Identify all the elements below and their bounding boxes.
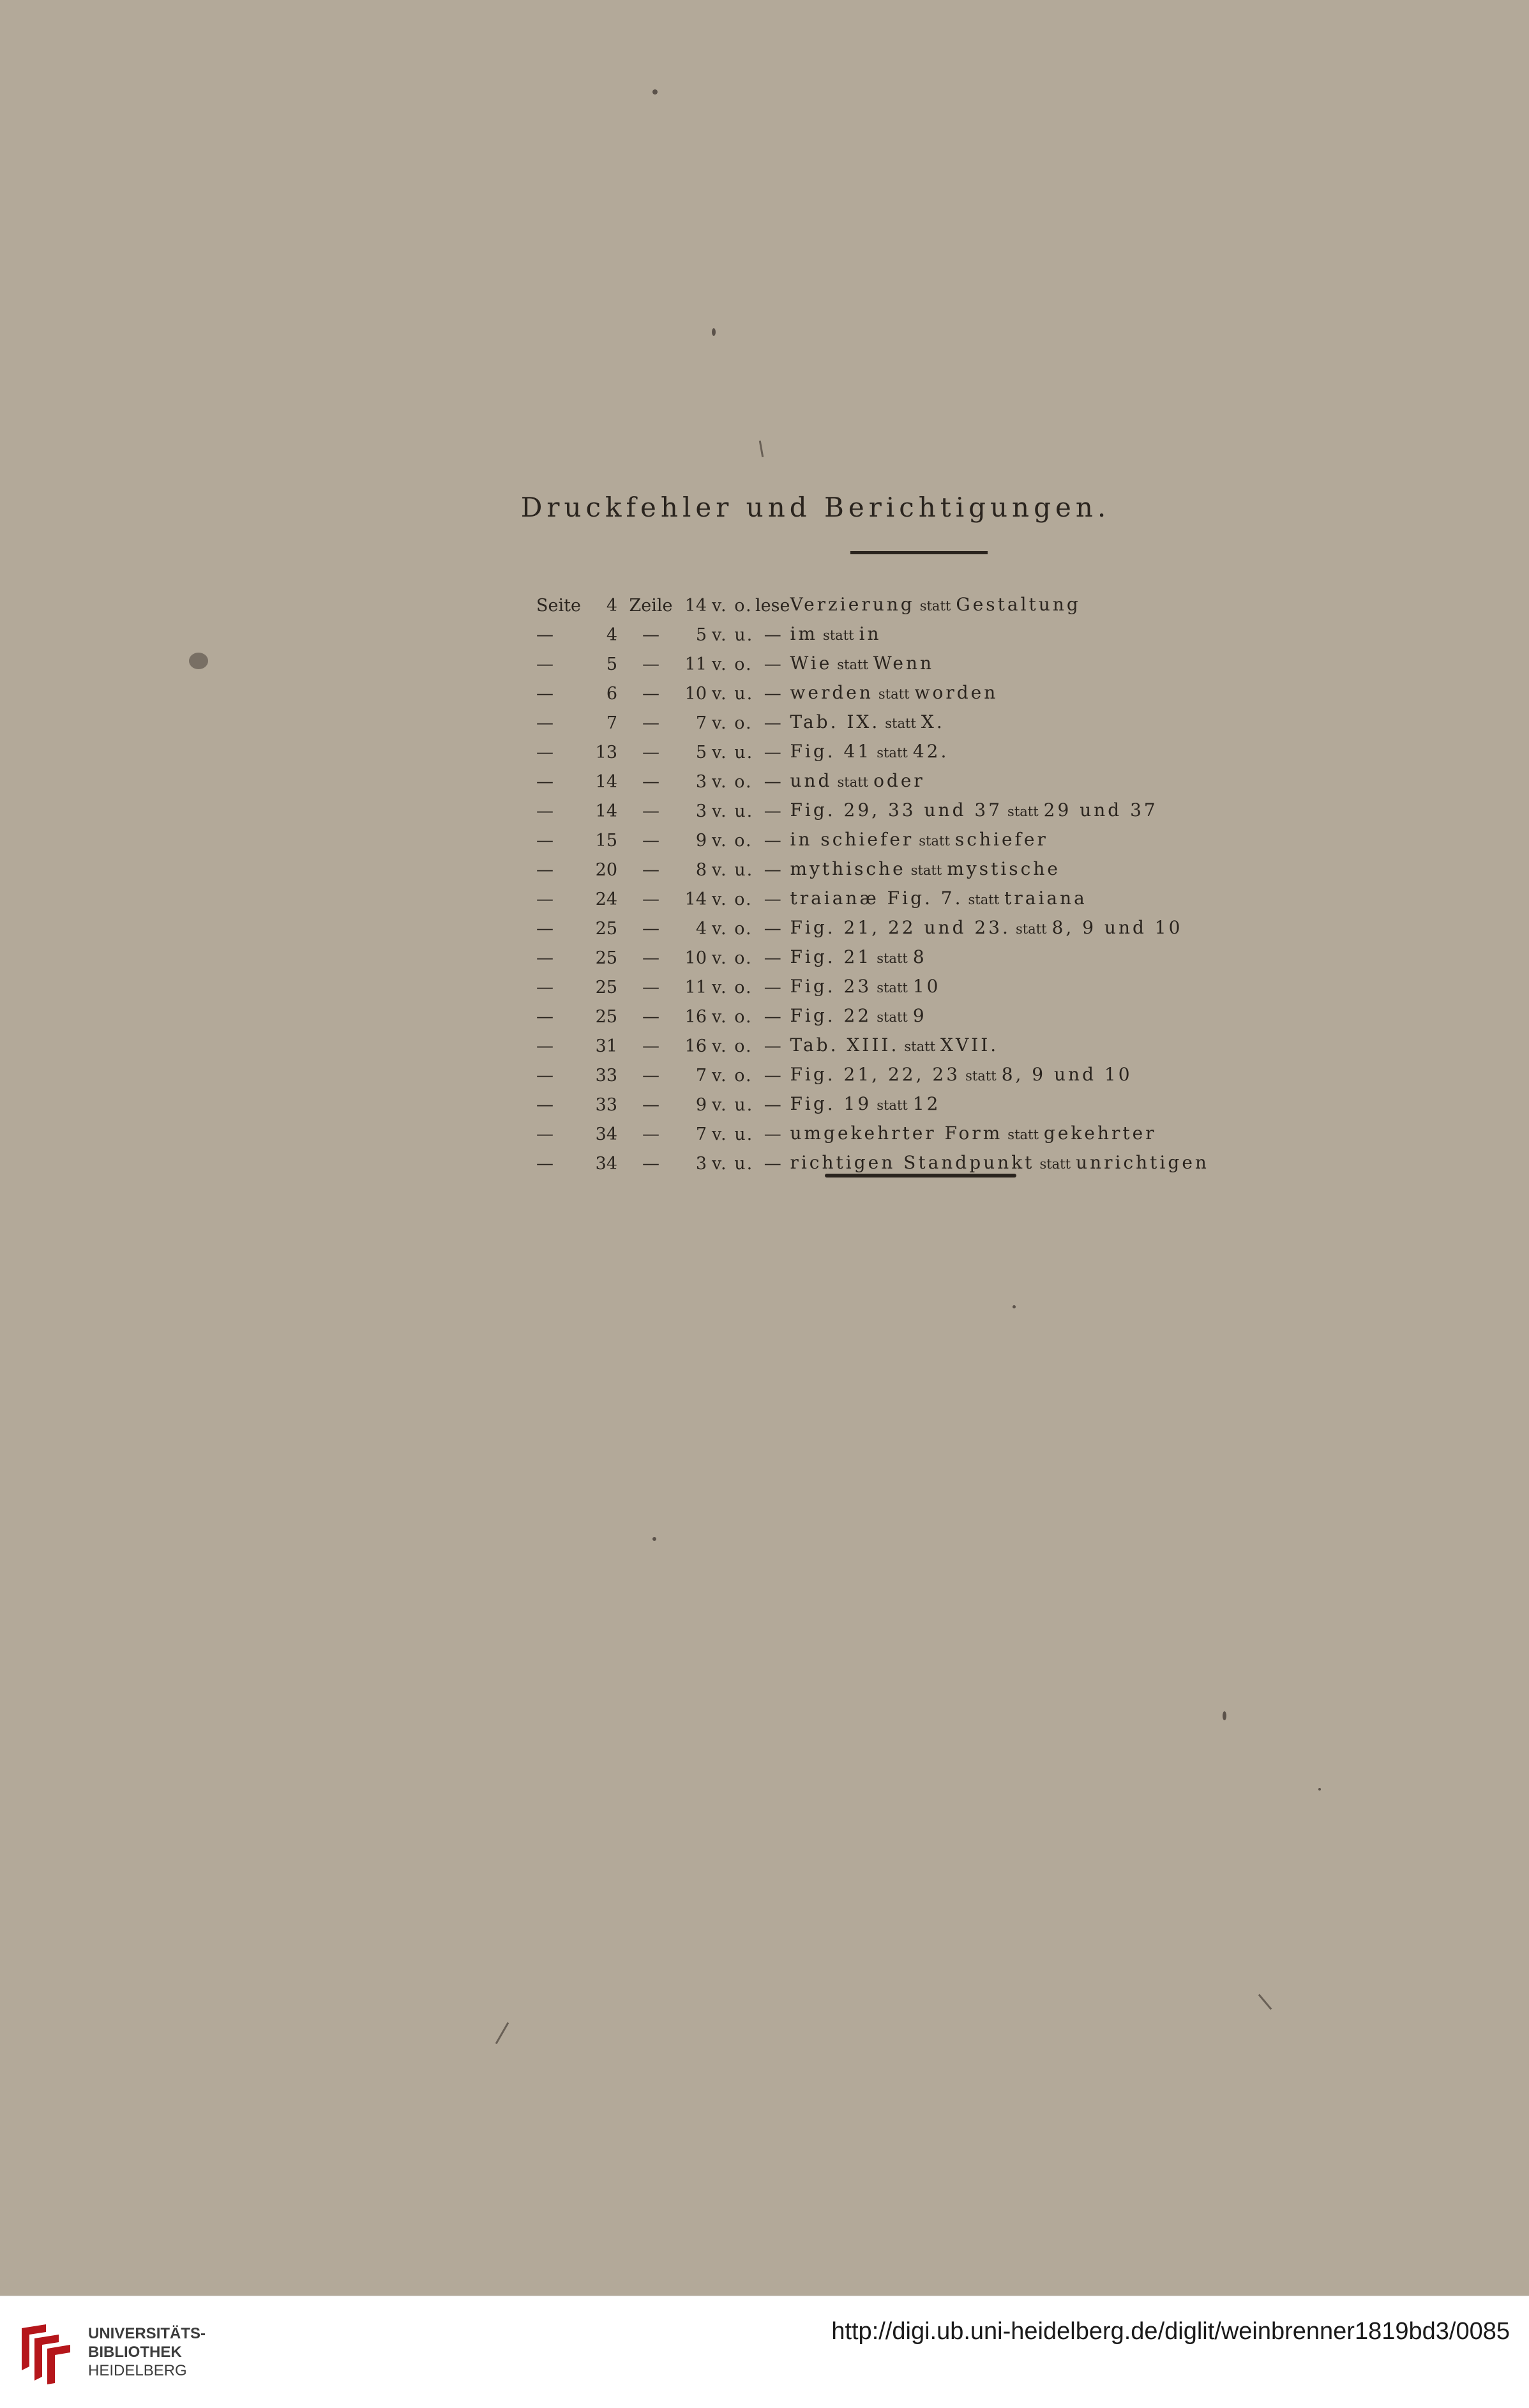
paper-mark xyxy=(759,441,764,457)
errata-row xyxy=(536,914,1302,943)
line-number: 3 xyxy=(695,771,707,792)
correction-cell xyxy=(790,708,1302,738)
zeile-dash: — xyxy=(642,948,659,968)
correction-cell xyxy=(790,973,1302,1002)
line-number: 9 xyxy=(695,1094,707,1115)
line-number: 11 xyxy=(684,654,707,674)
lese-dash: — xyxy=(764,830,781,851)
zeile-dash: — xyxy=(642,771,659,792)
paper-speck xyxy=(652,89,658,95)
correct-reading: und xyxy=(790,770,832,791)
lese-dash: — xyxy=(764,948,781,968)
zeile-dash: — xyxy=(642,742,659,762)
correction-cell xyxy=(790,855,1302,884)
zeile-dash: — xyxy=(642,918,659,939)
line-number: 10 xyxy=(684,683,707,704)
seite-dash: — xyxy=(536,1006,554,1027)
lese-label: lese xyxy=(755,595,790,616)
page-number: 34 xyxy=(595,1124,617,1144)
correct-reading: Wie xyxy=(790,653,832,674)
statt-word: statt xyxy=(1039,1156,1071,1172)
correction-cell xyxy=(790,620,1302,649)
wrong-reading: XVII. xyxy=(940,1034,999,1056)
statt-word: statt xyxy=(877,980,908,996)
zeile-dash: — xyxy=(642,625,659,645)
line-direction: v. o. xyxy=(712,918,753,939)
errata-row xyxy=(536,1031,1302,1061)
library-logo-text xyxy=(88,2324,206,2380)
page-number: 25 xyxy=(595,918,617,939)
errata-row xyxy=(536,1090,1302,1119)
line-number: 9 xyxy=(695,830,707,851)
page-number: 7 xyxy=(606,713,617,733)
correct-reading: Verzierung xyxy=(790,594,915,615)
seite-dash: — xyxy=(536,889,554,909)
correction-cell xyxy=(790,1119,1302,1149)
correct-reading: Fig. 41 xyxy=(790,741,872,762)
line-number: 16 xyxy=(684,1036,707,1056)
page-number: 24 xyxy=(595,889,617,909)
logo-line-1: UNIVERSITÄTS- xyxy=(88,2325,206,2342)
correction-cell xyxy=(790,1090,1302,1119)
line-number: 3 xyxy=(695,1153,707,1174)
correction-cell xyxy=(790,767,1302,796)
correct-reading: Fig. 21, 22 und 23. xyxy=(790,917,1011,938)
page-number: 33 xyxy=(595,1094,617,1115)
line-direction: v. u. xyxy=(712,1094,754,1115)
lese-dash: — xyxy=(764,889,781,909)
correction-cell xyxy=(790,826,1302,855)
errata-row xyxy=(536,708,1302,738)
paper-mark xyxy=(495,2022,509,2044)
page-number: 25 xyxy=(595,977,617,997)
line-number: 7 xyxy=(695,713,707,733)
lese-dash: — xyxy=(764,1036,781,1056)
seite-dash: — xyxy=(536,625,554,645)
page-number: 15 xyxy=(595,830,617,851)
zeile-dash: — xyxy=(642,713,659,733)
wrong-reading: mystische xyxy=(947,858,1060,879)
correct-reading: Fig. 21, 22, 23 xyxy=(790,1064,961,1085)
page-number: 6 xyxy=(606,683,617,704)
seite-dash: — xyxy=(536,801,554,821)
seite-label: Seite xyxy=(536,595,581,616)
lese-dash: — xyxy=(764,625,781,645)
errata-row xyxy=(536,884,1302,914)
zeile-dash: — xyxy=(642,683,659,704)
seite-dash: — xyxy=(536,713,554,733)
seite-dash: — xyxy=(536,1036,554,1056)
seite-dash: — xyxy=(536,948,554,968)
line-direction: v. u. xyxy=(712,859,754,880)
errata-row xyxy=(536,679,1302,708)
wrong-reading: 29 und 37 xyxy=(1043,799,1158,821)
seite-dash: — xyxy=(536,1065,554,1086)
page-number: 25 xyxy=(595,1006,617,1027)
errata-row xyxy=(536,620,1302,649)
errata-row xyxy=(536,1119,1302,1149)
wrong-reading: Wenn xyxy=(873,653,935,674)
correction-cell xyxy=(790,796,1302,826)
lese-dash: — xyxy=(764,1124,781,1144)
line-direction: v. o. xyxy=(712,889,753,909)
wrong-reading: Gestaltung xyxy=(956,594,1081,615)
line-number: 10 xyxy=(684,948,707,968)
correction-cell xyxy=(790,1061,1302,1090)
logo-shape-icon xyxy=(22,2324,46,2370)
wrong-reading: 42. xyxy=(912,741,949,762)
errata-row xyxy=(536,855,1302,884)
lese-dash: — xyxy=(764,1153,781,1174)
lese-dash: — xyxy=(764,713,781,733)
line-number: 4 xyxy=(695,918,707,939)
logo-shape-icon xyxy=(34,2335,59,2381)
statt-word: statt xyxy=(877,1010,908,1025)
wrong-reading: gekehrter xyxy=(1043,1123,1157,1144)
statt-word: statt xyxy=(1015,921,1047,937)
seite-dash: — xyxy=(536,683,554,704)
correction-cell xyxy=(790,679,1302,708)
wrong-reading: 8 xyxy=(912,946,927,967)
correct-reading: Fig. 21 xyxy=(790,946,872,967)
correction-cell xyxy=(790,1031,1302,1061)
errata-row xyxy=(536,767,1302,796)
zeile-dash: — xyxy=(642,1153,659,1174)
correction-cell xyxy=(790,884,1302,914)
line-direction: v. o. xyxy=(712,654,753,674)
wrong-reading: oder xyxy=(873,770,925,791)
statt-word: statt xyxy=(822,628,854,643)
correction-cell xyxy=(790,649,1302,679)
seite-dash: — xyxy=(536,1124,554,1144)
zeile-dash: — xyxy=(642,1065,659,1086)
zeile-dash: — xyxy=(642,889,659,909)
title-rule xyxy=(850,551,988,554)
seite-dash: — xyxy=(536,918,554,939)
correct-reading: Tab. XIII. xyxy=(790,1034,900,1056)
seite-dash: — xyxy=(536,742,554,762)
logo-line-3: HEIDELBERG xyxy=(88,2362,187,2379)
correct-reading: Tab. IX. xyxy=(790,711,880,732)
correct-reading: mythische xyxy=(790,858,906,879)
paper-speck xyxy=(1223,1711,1226,1720)
line-direction: v. o. xyxy=(712,948,753,968)
correct-reading: Fig. 29, 33 und 37 xyxy=(790,799,1003,821)
wrong-reading: traiana xyxy=(1004,888,1087,909)
lese-dash: — xyxy=(764,859,781,880)
page-number: 5 xyxy=(606,654,617,674)
page-number: 14 xyxy=(595,801,617,821)
seite-dash: — xyxy=(536,1094,554,1115)
correction-cell xyxy=(790,1002,1302,1031)
errata-row xyxy=(536,1061,1302,1090)
line-direction: v. u. xyxy=(712,742,754,762)
line-direction: v. o. xyxy=(712,1065,753,1086)
wrong-reading: 10 xyxy=(912,976,941,997)
line-direction: v. o. xyxy=(712,830,753,851)
lese-dash: — xyxy=(764,977,781,997)
errata-row xyxy=(536,943,1302,973)
correct-reading: Fig. 22 xyxy=(790,1005,872,1026)
zeile-dash: — xyxy=(642,830,659,851)
wrong-reading: 8, 9 und 10 xyxy=(1051,917,1183,938)
line-direction: v. u. xyxy=(712,1124,754,1144)
wrong-reading: 9 xyxy=(912,1005,927,1026)
page-title: Druckfehler und Berichtigungen. xyxy=(520,492,1111,523)
zeile-dash: — xyxy=(642,801,659,821)
statt-word: statt xyxy=(904,1039,936,1054)
errata-row xyxy=(536,649,1302,679)
lese-dash: — xyxy=(764,771,781,792)
zeile-dash: — xyxy=(642,859,659,880)
correction-cell xyxy=(790,914,1302,943)
correct-reading: umgekehrter Form xyxy=(790,1123,1003,1144)
wrong-reading: 12 xyxy=(912,1093,941,1114)
wrong-reading: schiefer xyxy=(954,829,1048,850)
wrong-reading: 8, 9 und 10 xyxy=(1001,1064,1133,1085)
statt-word: statt xyxy=(968,892,1000,907)
correction-cell xyxy=(790,943,1302,973)
zeile-label: Zeile xyxy=(629,595,673,616)
statt-word: statt xyxy=(878,686,910,702)
source-url[interactable]: http://digi.ub.uni-heidelberg.de/diglit/weinbrenner1819bd3/0085 xyxy=(831,2318,1510,2345)
line-number: 8 xyxy=(695,859,707,880)
page-number: 4 xyxy=(606,625,617,645)
line-direction: v. u. xyxy=(712,1153,754,1174)
zeile-dash: — xyxy=(642,977,659,997)
wrong-reading: worden xyxy=(914,682,998,703)
statt-word: statt xyxy=(1007,804,1039,819)
correct-reading: werden xyxy=(790,682,873,703)
correction-cell xyxy=(790,738,1302,767)
errata-row xyxy=(536,796,1302,826)
statt-word: statt xyxy=(837,657,868,672)
statt-word: statt xyxy=(919,598,951,614)
errata-row xyxy=(536,591,1302,620)
statt-word: statt xyxy=(965,1068,997,1084)
statt-word: statt xyxy=(1007,1127,1039,1142)
line-direction: v. o. xyxy=(712,595,753,616)
correct-reading: traianæ Fig. 7. xyxy=(790,888,963,909)
lese-dash: — xyxy=(764,654,781,674)
paper-mark xyxy=(1258,1994,1272,2010)
line-number: 16 xyxy=(684,1006,707,1027)
seite-dash: — xyxy=(536,830,554,851)
page-number: 31 xyxy=(595,1036,617,1056)
correct-reading: richtigen Standpunkt xyxy=(790,1152,1035,1173)
zeile-dash: — xyxy=(642,1036,659,1056)
page-number: 33 xyxy=(595,1065,617,1086)
seite-dash: — xyxy=(536,771,554,792)
logo-shape-icon xyxy=(47,2345,70,2384)
correct-reading: Fig. 19 xyxy=(790,1093,872,1114)
paper-speck xyxy=(189,653,208,669)
errata-row xyxy=(536,738,1302,767)
statt-word: statt xyxy=(877,745,908,761)
correct-reading: in schiefer xyxy=(790,829,914,850)
lese-dash: — xyxy=(764,1094,781,1115)
wrong-reading: X. xyxy=(921,711,945,732)
footer-bar xyxy=(0,2296,1529,2408)
seite-dash: — xyxy=(536,859,554,880)
correct-reading: Fig. 23 xyxy=(790,976,872,997)
seite-dash: — xyxy=(536,654,554,674)
lese-dash: — xyxy=(764,683,781,704)
errata-row xyxy=(536,1002,1302,1031)
statt-word: statt xyxy=(837,775,869,790)
line-direction: v. u. xyxy=(712,683,754,704)
paper-speck xyxy=(1013,1305,1016,1308)
line-number: 3 xyxy=(695,801,707,821)
page-number: 14 xyxy=(595,771,617,792)
lese-dash: — xyxy=(764,742,781,762)
statt-word: statt xyxy=(877,1098,908,1113)
paper-speck xyxy=(712,328,716,336)
line-direction: v. u. xyxy=(712,801,754,821)
errata-row xyxy=(536,826,1302,855)
correction-cell xyxy=(790,591,1302,620)
zeile-dash: — xyxy=(642,1124,659,1144)
line-number: 7 xyxy=(695,1124,707,1144)
page-number: 20 xyxy=(595,859,617,880)
zeile-dash: — xyxy=(642,1006,659,1027)
line-number: 5 xyxy=(695,625,707,645)
seite-dash: — xyxy=(536,977,554,997)
wrong-reading: in xyxy=(859,623,882,644)
statt-word: statt xyxy=(885,716,916,731)
logo-line-2: BIBLIOTHEK xyxy=(88,2344,182,2361)
lese-dash: — xyxy=(764,801,781,821)
library-logo-icon xyxy=(17,2322,74,2386)
statt-word: statt xyxy=(877,951,908,966)
page-number: 4 xyxy=(606,595,617,616)
line-direction: v. u. xyxy=(712,625,754,645)
page-number: 34 xyxy=(595,1153,617,1174)
lese-dash: — xyxy=(764,918,781,939)
line-direction: v. o. xyxy=(712,977,753,997)
correct-reading: im xyxy=(790,623,818,644)
line-direction: v. o. xyxy=(712,1006,753,1027)
line-number: 14 xyxy=(684,595,707,616)
statt-word: statt xyxy=(910,863,942,878)
errata-row xyxy=(536,973,1302,1002)
errata-table xyxy=(536,591,1302,1178)
line-number: 11 xyxy=(684,977,707,997)
zeile-dash: — xyxy=(642,1094,659,1115)
line-number: 5 xyxy=(695,742,707,762)
seite-dash: — xyxy=(536,1153,554,1174)
closing-rule xyxy=(825,1174,1016,1177)
page-number: 13 xyxy=(595,742,617,762)
paper-speck xyxy=(652,1537,656,1541)
lese-dash: — xyxy=(764,1006,781,1027)
line-direction: v. o. xyxy=(712,771,753,792)
line-number: 14 xyxy=(684,889,707,909)
paper-speck xyxy=(1318,1788,1321,1791)
statt-word: statt xyxy=(919,833,950,849)
line-direction: v. o. xyxy=(712,713,753,733)
line-direction: v. o. xyxy=(712,1036,753,1056)
wrong-reading: unrichtigen xyxy=(1076,1152,1209,1173)
lese-dash: — xyxy=(764,1065,781,1086)
page-number: 25 xyxy=(595,948,617,968)
zeile-dash: — xyxy=(642,654,659,674)
line-number: 7 xyxy=(695,1065,707,1086)
errata-body xyxy=(536,591,1302,1178)
